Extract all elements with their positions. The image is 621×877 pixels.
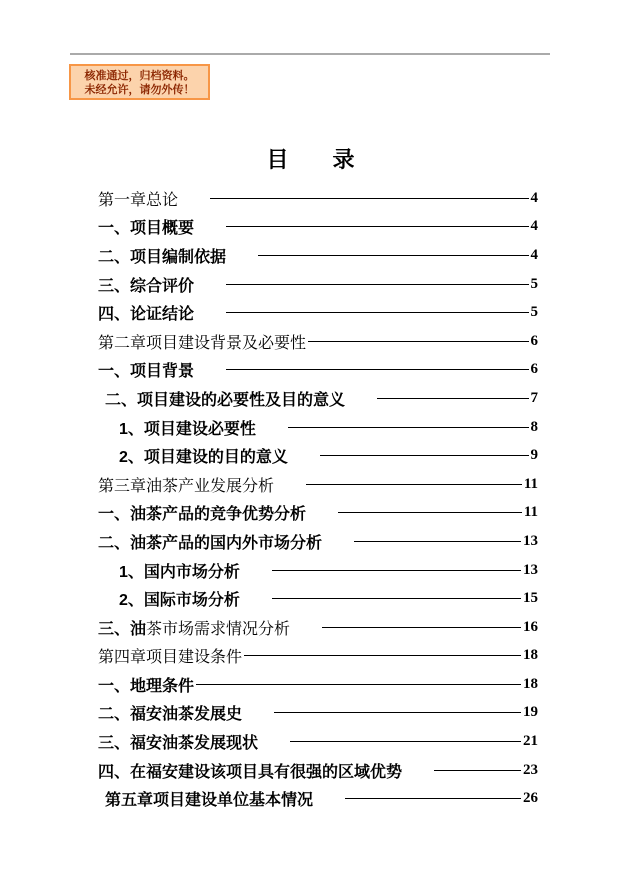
toc-entry-text-part: 茶市场需求情况分析 (146, 620, 291, 638)
toc-entry-text (98, 273, 194, 296)
toc-entry (98, 384, 538, 413)
toc-leader-line (354, 541, 521, 542)
toc-page-number: 23 (523, 761, 538, 778)
toc-entry (98, 441, 538, 470)
toc-entry-text (98, 701, 242, 724)
toc-page-number: 5 (530, 275, 538, 292)
toc-title: 目 录 (266, 147, 355, 172)
toc-leader-line (338, 512, 522, 513)
toc-entry-text (98, 187, 178, 210)
toc-entry-text (98, 301, 194, 324)
toc-entry-text-part: 一、地理条件 (98, 677, 195, 695)
toc-entry-text (98, 358, 194, 381)
toc-entry (98, 241, 538, 270)
toc-leader-line (272, 570, 521, 571)
toc-leader-line (320, 455, 529, 456)
header-rule (70, 53, 550, 55)
toc-entry (98, 327, 538, 356)
toc-entry-text-part: 2、国际市场分析 (119, 592, 240, 610)
toc-entry-text (98, 215, 194, 238)
toc-page-number: 11 (523, 475, 538, 492)
toc-entry-text-part: 第四章项目建设条件 (98, 649, 243, 667)
toc-leader-line (226, 284, 528, 285)
toc-page-number: 13 (523, 532, 538, 549)
toc-entry (98, 470, 538, 499)
toc-leader-line (196, 684, 521, 685)
toc-leader-line (258, 255, 528, 256)
toc-entry (98, 642, 538, 671)
toc-entry (98, 584, 538, 613)
toc-entry-text-part: 1、项目建设必要性 (119, 420, 256, 438)
toc-leader-line (244, 655, 521, 656)
toc-entry (98, 670, 538, 699)
toc-leader-line (288, 427, 529, 428)
stamp-line-1: 核准通过，归档资料。 (84, 70, 195, 82)
toc-entry-text (119, 559, 240, 582)
toc-entry-text-part: 一、油茶产品的竞争优势分析 (98, 506, 307, 524)
toc-entry-text (119, 587, 240, 610)
toc-list (98, 184, 538, 813)
toc-entry-text (105, 387, 345, 410)
toc-entry-text-part: 二、项目编制依据 (98, 248, 227, 266)
toc-entry-text (98, 501, 306, 524)
toc-leader-line (272, 598, 521, 599)
toc-page-number: 4 (530, 189, 538, 206)
toc-entry-text (98, 616, 290, 639)
toc-entry-text-part: 三、综合评价 (98, 277, 195, 295)
toc-entry (98, 356, 538, 385)
toc-leader-line (226, 312, 528, 313)
toc-leader-line (226, 226, 528, 227)
toc-entry (98, 413, 538, 442)
toc-entry-text (98, 330, 306, 353)
toc-page-number: 11 (523, 504, 538, 521)
toc-entry (98, 499, 538, 528)
toc-entry-text (98, 673, 194, 696)
toc-page-number: 8 (530, 418, 538, 435)
toc-page-number: 26 (523, 790, 538, 807)
toc-leader-line (226, 369, 528, 370)
toc-leader-line (434, 770, 521, 771)
toc-leader-line (308, 341, 528, 342)
toc-page-number: 6 (530, 332, 538, 349)
toc-entry-text (119, 444, 288, 467)
toc-entry-text (98, 759, 402, 782)
toc-leader-line (322, 627, 521, 628)
toc-entry (98, 727, 538, 756)
toc-entry-text (98, 530, 322, 553)
toc-entry-text-part: 三、油 (98, 620, 147, 638)
toc-leader-line (377, 398, 528, 399)
toc-entry-text-part: 三、福安油茶发展现状 (98, 735, 259, 753)
toc-leader-line (290, 741, 521, 742)
toc-entry-text (98, 244, 226, 267)
toc-entry-text-part: 二、福安油茶发展史 (98, 706, 243, 724)
toc-page-number: 4 (530, 246, 538, 263)
toc-entry (98, 613, 538, 642)
toc-page-number: 6 (530, 361, 538, 378)
toc-entry-text (119, 416, 256, 439)
toc-entry-text-part: 一、项目概要 (98, 220, 195, 238)
toc-entry (98, 556, 538, 585)
toc-page-number: 18 (523, 647, 538, 664)
toc-entry-text-part: 第五章项目建设单位基本情况 (105, 792, 314, 810)
toc-entry (98, 756, 538, 785)
toc-entry-text-part: 1、国内市场分析 (119, 563, 240, 581)
toc-entry (98, 298, 538, 327)
toc-entry-text-part: 二、项目建设的必要性及目的意义 (105, 391, 346, 409)
toc-entry-text-part: 2、项目建设的目的意义 (119, 449, 288, 467)
toc-entry-text-part: 第二章项目建设背景及必要性 (98, 334, 307, 352)
toc-entry-text (98, 473, 274, 496)
toc-entry-text-part: 第三章油茶产业发展分析 (98, 477, 275, 495)
toc-leader-line (274, 712, 521, 713)
toc-entry-text (105, 787, 313, 810)
toc-entry (98, 213, 538, 242)
toc-entry-text (98, 730, 258, 753)
toc-entry (98, 784, 538, 813)
toc-page-number: 16 (523, 618, 538, 635)
stamp-line-2: 未经允许，请勿外传！ (84, 84, 195, 96)
toc-entry-text-part: 二、油茶产品的国内外市场分析 (98, 534, 323, 552)
toc-page-number: 18 (523, 675, 538, 692)
toc-leader-line (306, 484, 522, 485)
toc-entry (98, 699, 538, 728)
toc-page-number: 15 (523, 590, 538, 607)
toc-leader-line (345, 798, 521, 799)
toc-entry-text-part: 第一章总论 (98, 191, 179, 209)
toc-entry-text-part: 四、论证结论 (98, 306, 195, 324)
toc-entry (98, 527, 538, 556)
toc-entry (98, 270, 538, 299)
toc-entry-text-part: 四、在福安建设该项目具有很强的区域优势 (98, 763, 403, 781)
approval-stamp (69, 64, 210, 100)
toc-page-number: 9 (530, 447, 538, 464)
toc-page-number: 4 (530, 218, 538, 235)
toc-page-number: 13 (523, 561, 538, 578)
toc-entry-text-part: 一、项目背景 (98, 363, 195, 381)
toc-entry-text (98, 644, 242, 667)
toc-page-number: 7 (530, 389, 538, 406)
toc-page-number: 21 (523, 733, 538, 750)
toc-page-number: 19 (523, 704, 538, 721)
toc-leader-line (210, 198, 528, 199)
toc-entry (98, 184, 538, 213)
toc-page-number: 5 (530, 304, 538, 321)
